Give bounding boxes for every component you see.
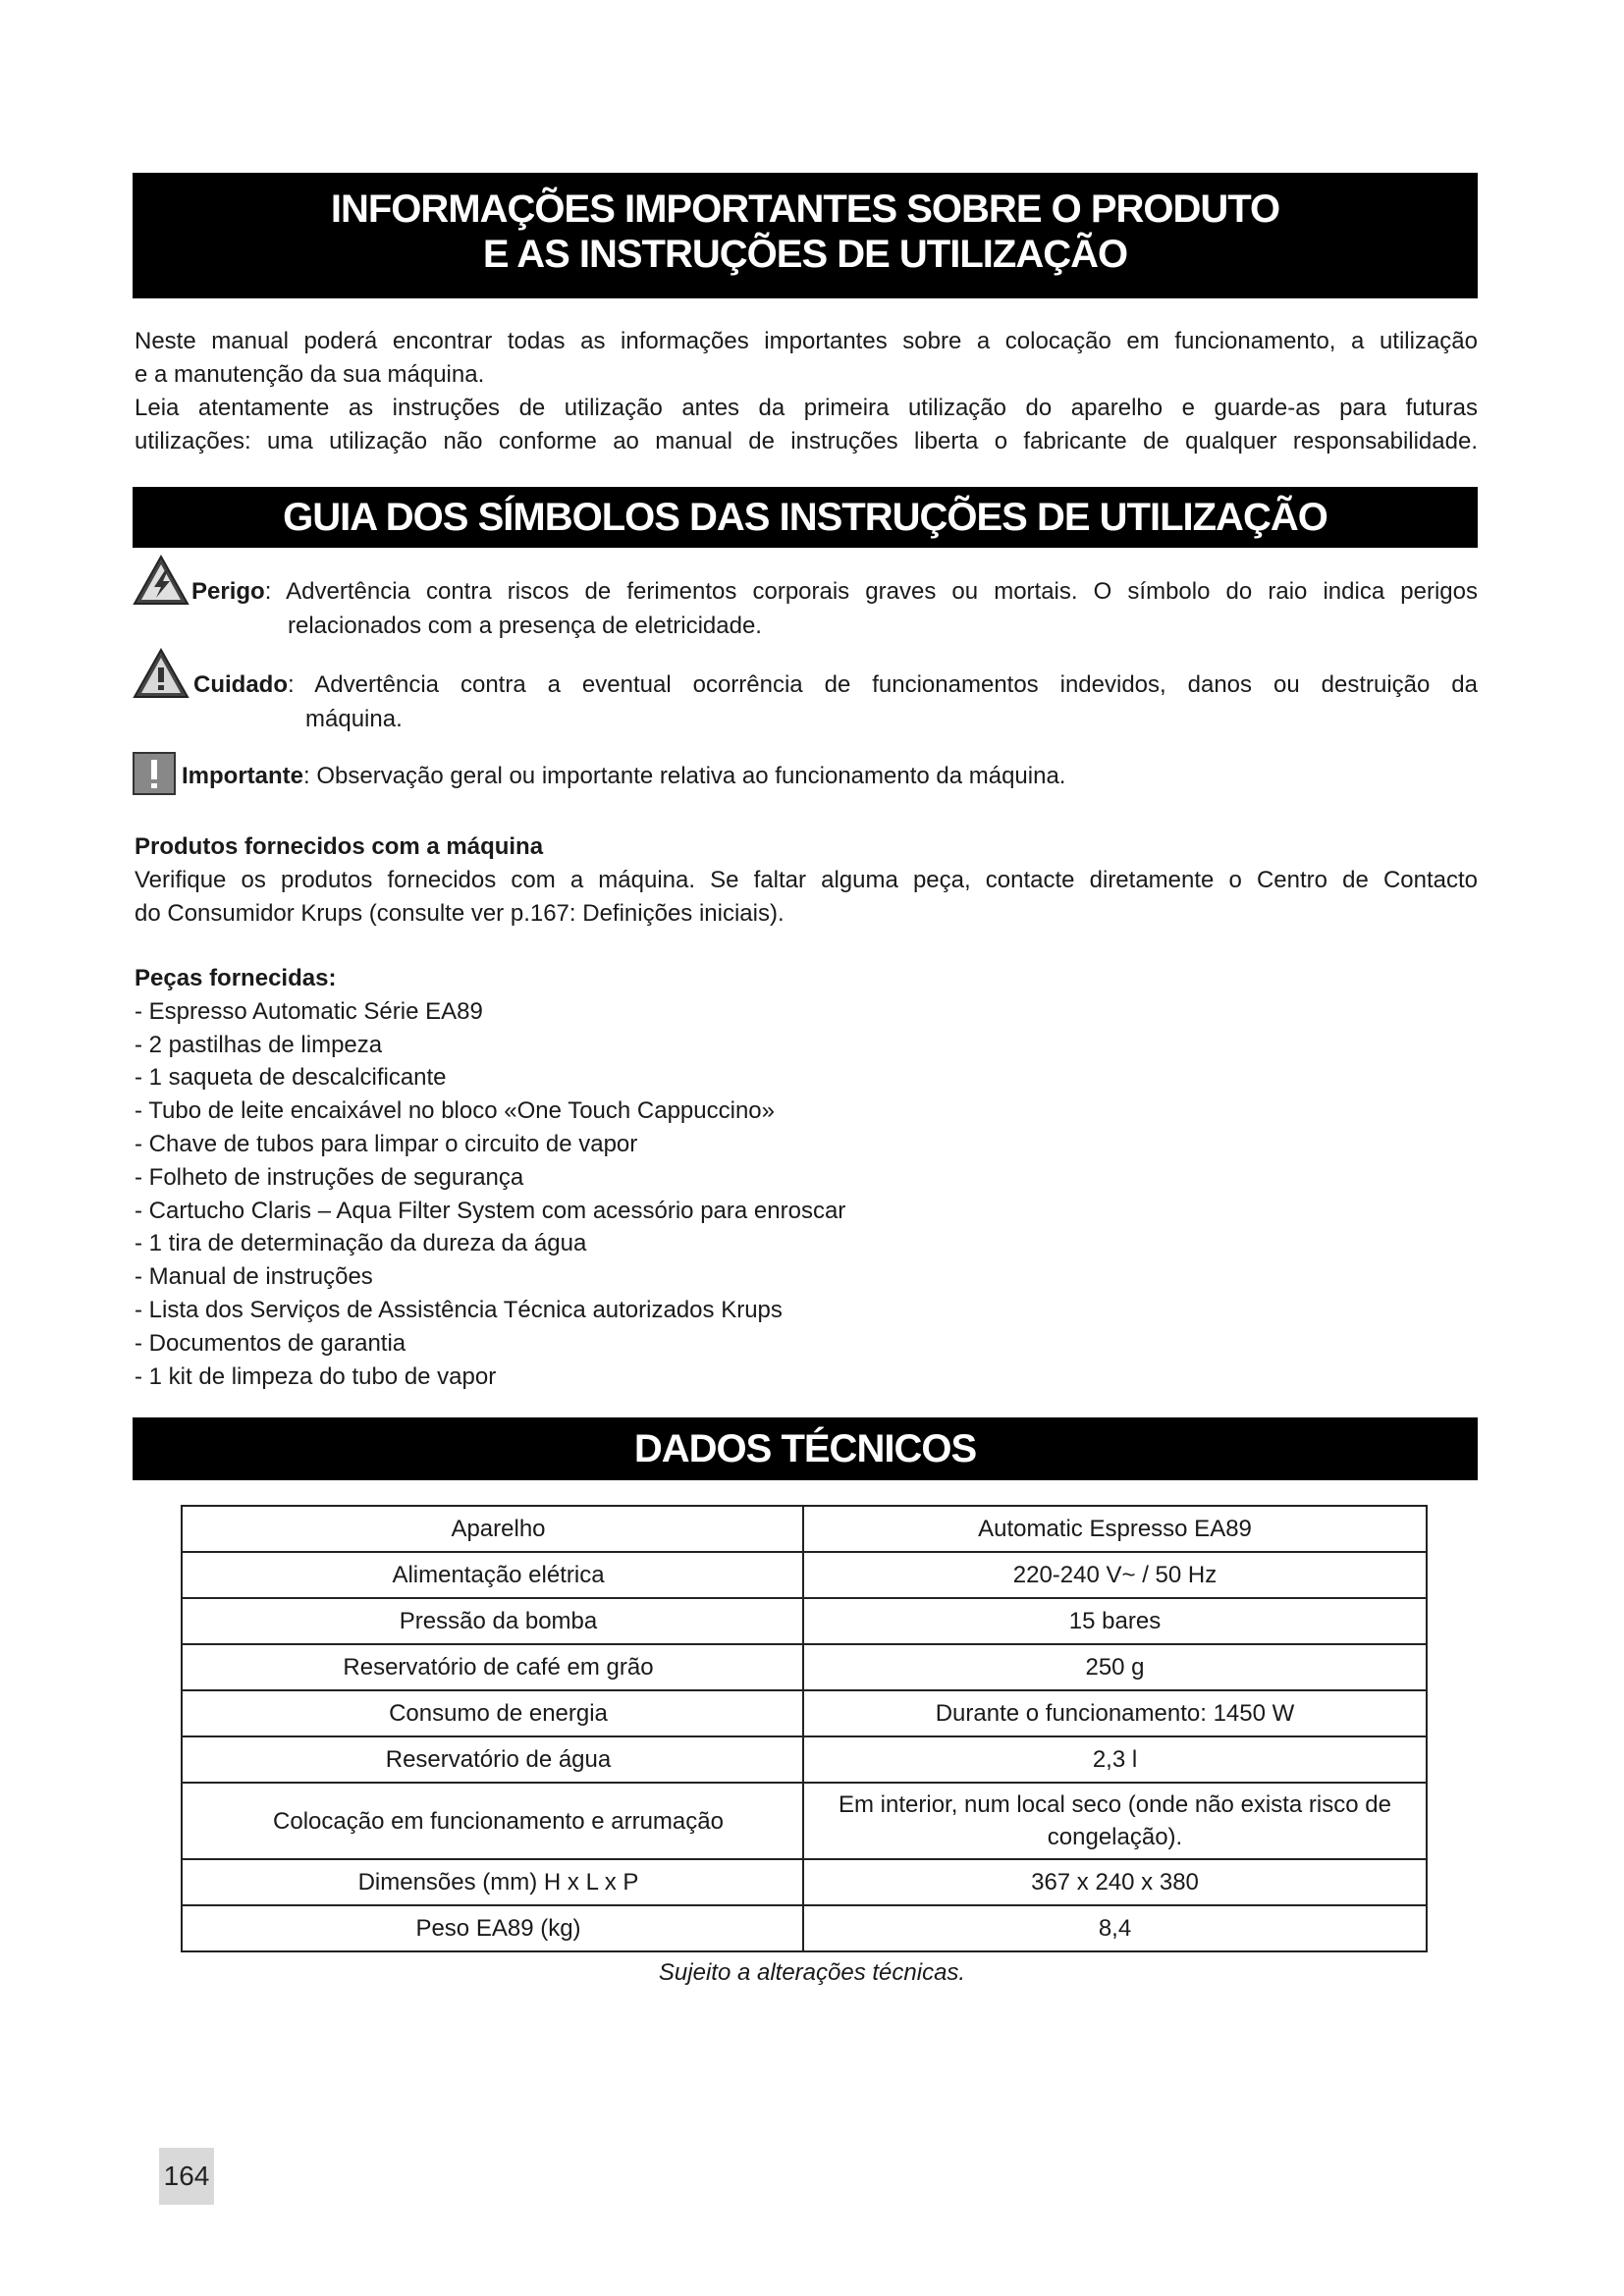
- footnote-text: Sujeito a alterações técnicas.: [658, 1959, 966, 1986]
- table-cell-key: Peso EA89 (kg): [182, 1905, 803, 1951]
- table-row: [182, 1552, 1427, 1598]
- table-row: [182, 1905, 1427, 1951]
- cuidado-text-line-2: máquina.: [305, 706, 403, 732]
- parts-supplied-heading: Peças fornecidas:: [135, 965, 337, 991]
- table-cell-key: Reservatório de água: [182, 1736, 803, 1783]
- banner-product-info: [133, 173, 1478, 298]
- products-supplied-line-1: Verifique os produtos fornecidos com a máquina. Se faltar alguma peça, contacte diretamente o Centro de Contacto: [135, 867, 1478, 893]
- table-cell-key: Consumo de energia: [182, 1690, 803, 1736]
- list-item: - 1 saqueta de descalcificante: [135, 1064, 447, 1092]
- list-item: - 1 tira de determinação da dureza da água: [135, 1230, 587, 1257]
- table-row: [182, 1506, 1427, 1552]
- products-supplied-line-2: do Consumidor Krups (consulte ver p.167: Definições iniciais).: [135, 900, 785, 927]
- intro-line-1: Neste manual poderá encontrar todas as informações importantes sobre a colocação em funcionamento, a utilização: [135, 328, 1478, 354]
- banner-technical-data: DADOS TÉCNICOS: [133, 1417, 1478, 1480]
- list-item: - Documentos de garantia: [135, 1329, 406, 1357]
- symbol-row-importante: [133, 752, 1478, 799]
- table-cell-value: 15 bares: [803, 1598, 1427, 1644]
- table-row: [182, 1859, 1427, 1905]
- list-item: - 2 pastilhas de limpeza: [135, 1031, 383, 1058]
- technical-changes-footnote: [0, 1959, 1624, 1987]
- parts-supplied-section: [135, 962, 1215, 1393]
- table-cell-key: Alimentação elétrica: [182, 1552, 803, 1598]
- symbol-row-cuidado: [133, 648, 1478, 736]
- table-cell-key: Pressão da bomba: [182, 1598, 803, 1644]
- perigo-text-line-1: : Advertência contra riscos de ferimentos corporais graves ou mortais. O símbolo do raio indica perigos: [264, 578, 1478, 605]
- cuidado-label: Cuidado: [193, 671, 288, 698]
- importante-label: Importante: [182, 763, 304, 789]
- table-cell-value: Automatic Espresso EA89: [803, 1506, 1427, 1552]
- list-item: - Chave de tubos para limpar o circuito de vapor: [135, 1130, 638, 1157]
- list-item: - 1 kit de limpeza do tubo de vapor: [135, 1362, 497, 1390]
- table-row: [182, 1783, 1427, 1859]
- list-item: - Cartucho Claris – Aqua Filter System com acessório para enroscar: [135, 1197, 846, 1224]
- list-item: - Folheto de instruções de segurança: [135, 1163, 524, 1191]
- table-cell-value: 367 x 240 x 380: [803, 1859, 1427, 1905]
- banner-symbols-guide: GUIA DOS SÍMBOLOS DAS INSTRUÇÕES DE UTILIZAÇÃO: [133, 487, 1478, 548]
- table-cell-value: Em interior, num local seco (onde não exista risco de congelação).: [803, 1783, 1427, 1859]
- parts-list: [135, 995, 1215, 1394]
- intro-line-4: utilizações: uma utilização não conforme ao manual de instruções liberta o fabricante de qualquer responsabilidade.: [135, 428, 1478, 454]
- list-item: - Espresso Automatic Série EA89: [135, 997, 483, 1025]
- symbol-row-perigo: [133, 555, 1478, 639]
- products-supplied-section: [135, 830, 1478, 931]
- table-cell-value: 2,3 l: [803, 1736, 1427, 1783]
- table-row: [182, 1598, 1427, 1644]
- perigo-label: Perigo: [191, 578, 265, 605]
- table-row: [182, 1690, 1427, 1736]
- cuidado-text-line-1: : Advertência contra a eventual ocorrência de funcionamentos indevidos, danos ou destruição da: [288, 671, 1478, 698]
- table-cell-key: Reservatório de café em grão: [182, 1644, 803, 1690]
- intro-line-2: e a manutenção da sua máquina.: [135, 361, 485, 388]
- warning-icon: [133, 648, 189, 709]
- products-supplied-heading: Produtos fornecidos com a máquina: [135, 833, 544, 860]
- table-cell-value: 220-240 V~ / 50 Hz: [803, 1552, 1427, 1598]
- list-item: - Lista dos Serviços de Assistência Técnica autorizados Krups: [135, 1296, 783, 1323]
- intro-paragraph: [135, 325, 1478, 458]
- banner-title-line-1: INFORMAÇÕES IMPORTANTES SOBRE O PRODUTO: [330, 187, 1280, 231]
- table-cell-key: Aparelho: [182, 1506, 803, 1552]
- table-row: [182, 1736, 1427, 1783]
- technical-data-table: [181, 1505, 1428, 1952]
- list-item: - Tubo de leite encaixável no bloco «One Touch Cappuccino»: [135, 1097, 775, 1125]
- perigo-text-line-2: relacionados com a presença de eletricidade.: [288, 613, 762, 639]
- table-cell-value: Durante o funcionamento: 1450 W: [803, 1690, 1427, 1736]
- table-row: [182, 1644, 1427, 1690]
- table-cell-value: 8,4: [803, 1905, 1427, 1951]
- intro-line-3: Leia atentamente as instruções de utilização antes da primeira utilização do aparelho e guarde-as para futuras: [135, 395, 1478, 421]
- page-number: 164: [159, 2148, 214, 2205]
- table-cell-key: Colocação em funcionamento e arrumação: [182, 1783, 803, 1859]
- table-cell-value: 250 g: [803, 1644, 1427, 1690]
- lightning-warning-icon: [133, 555, 189, 615]
- exclamation-box-icon: [133, 752, 176, 805]
- banner-title-line-2: E AS INSTRUÇÕES DE UTILIZAÇÃO: [482, 233, 1128, 276]
- list-item: - Manual de instruções: [135, 1263, 373, 1291]
- importante-text: : Observação geral ou importante relativa ao funcionamento da máquina.: [303, 763, 1066, 789]
- table-cell-key: Dimensões (mm) H x L x P: [182, 1859, 803, 1905]
